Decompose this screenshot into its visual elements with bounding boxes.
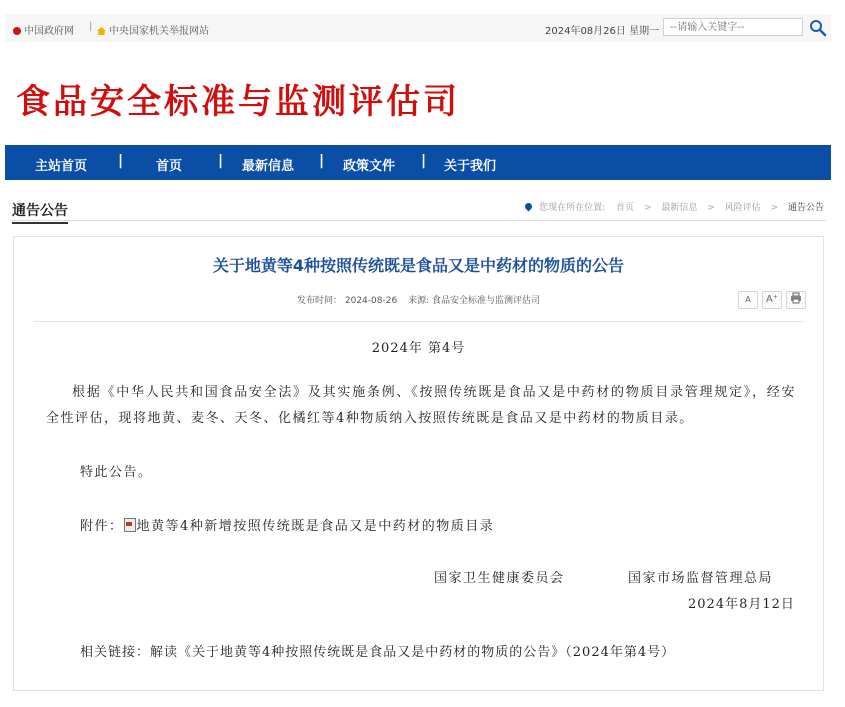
breadcrumb-arrow: > — [707, 203, 715, 213]
section-title: 通告公告 — [12, 200, 68, 224]
print-button[interactable] — [786, 291, 806, 309]
report-site-link[interactable] — [97, 22, 209, 37]
breadcrumb-arrow: > — [770, 203, 779, 213]
attachment-link[interactable]: 地黄等4种新增按照传统既是食品又是中药材的物质目录 — [136, 519, 495, 534]
report-site-link-label[interactable]: 中央国家机关举报网站 — [109, 26, 209, 37]
topbar-separator: | — [89, 21, 93, 32]
breadcrumb-prefix: 您现在所在位置: — [539, 203, 606, 213]
document-number: 2024年 第4号 — [371, 341, 466, 356]
breadcrumb-risk-assessment[interactable]: 风险评估 — [724, 203, 761, 213]
font-larger-label: A⁺ — [765, 294, 779, 305]
nav-separator: | — [421, 153, 427, 169]
search-input[interactable] — [663, 18, 803, 36]
nav-latest-info[interactable]: 最新信息 — [242, 159, 295, 174]
location-pin-icon — [524, 202, 534, 212]
article-title: 关于地黄等4种按照传统既是食品又是中药材的物质的公告 — [212, 256, 625, 275]
nav-about-us[interactable]: 关于我们 — [444, 159, 497, 174]
related-label: 相关链接： — [80, 645, 151, 660]
gov-emblem-icon — [13, 27, 21, 35]
nav-policy-docs[interactable]: 政策文件 — [343, 159, 396, 174]
publish-time: 发布时间： 2024-08-26 — [297, 296, 398, 306]
current-date: 2024年08月26日 星期一 — [545, 26, 660, 37]
search-icon[interactable] — [809, 19, 827, 37]
print-icon — [790, 292, 802, 304]
article-meta — [14, 293, 823, 306]
article-panel — [13, 236, 824, 691]
breadcrumb-arrow: > — [643, 203, 652, 213]
sign-date: 2024年8月12日 — [688, 597, 795, 612]
section-header — [12, 195, 826, 221]
title-divider — [34, 321, 805, 322]
top-utility-bar — [5, 14, 831, 42]
breadcrumb-latest-info[interactable]: 最新信息 — [661, 203, 698, 213]
nav-separator: | — [118, 153, 124, 169]
breadcrumb-current[interactable]: 通告公告 — [787, 203, 824, 213]
house-icon — [97, 27, 106, 35]
site-title: 食品安全标准与监测评估司 — [16, 82, 460, 122]
font-larger-button[interactable] — [762, 291, 782, 309]
gov-site-link-label[interactable]: 中国政府网 — [24, 26, 74, 37]
nav-home[interactable]: 首页 — [156, 159, 183, 174]
nav-separator: | — [218, 153, 224, 169]
file-icon — [124, 518, 136, 532]
related-links — [80, 641, 675, 660]
notice-closing: 特此公告。 — [80, 465, 153, 480]
signer-samr: 国家市场监督管理总局 — [628, 571, 774, 586]
attachment-line — [80, 515, 494, 534]
main-nav — [5, 145, 831, 180]
nav-separator: | — [319, 153, 325, 169]
nav-main-home[interactable]: 主站首页 — [35, 159, 88, 174]
attachment-label: 附件： — [80, 519, 124, 534]
related-link[interactable]: 解读《关于地黄等4种按照传统既是食品又是中药材的物质的公告》（2024年第4号） — [150, 645, 676, 660]
signer-nhc: 国家卫生健康委员会 — [434, 571, 565, 586]
font-smaller-label: A — [745, 295, 751, 304]
font-smaller-button[interactable] — [738, 291, 758, 309]
article-body: 根据《中华人民共和国食品安全法》及其实施条例、《按照传统既是食品又是中药材的物质目录管理规定》，经安全性评估，现将地黄、麦冬、天冬、化橘红等4种物质纳入按照传统既是食品又是中药材的物质目录。 — [46, 385, 796, 426]
breadcrumb-home[interactable]: 首页 — [616, 203, 635, 213]
article-source: 来源: 食品安全标准与监测评估司 — [408, 296, 540, 306]
breadcrumb — [525, 200, 824, 213]
gov-site-link[interactable] — [13, 22, 74, 37]
